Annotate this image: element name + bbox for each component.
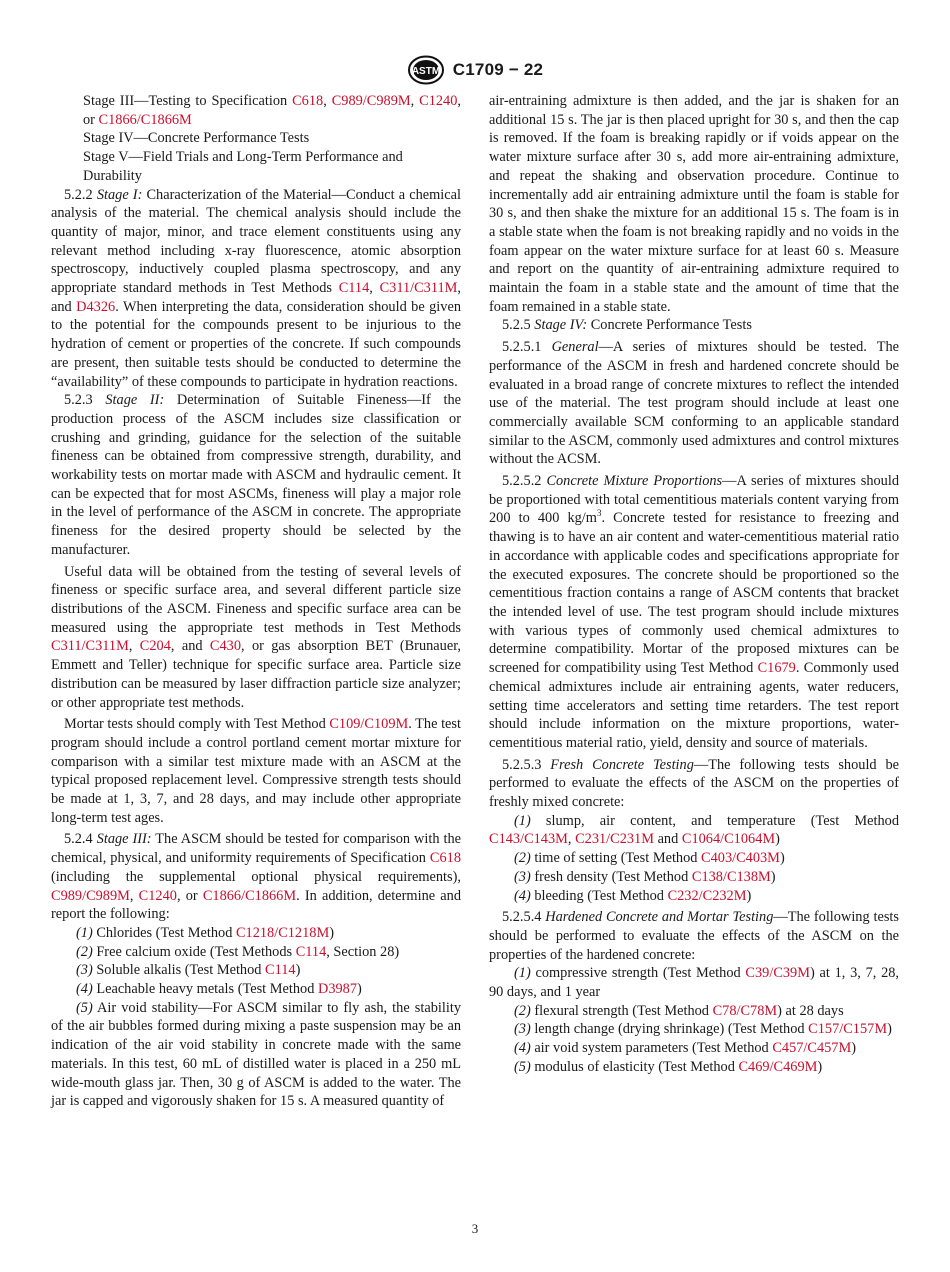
ref-link[interactable]: C114 — [338, 280, 370, 297]
list-item: (4) bleeding (Test Method C232/C232M) — [514, 887, 752, 904]
ref-link[interactable]: C311/C311M — [51, 638, 129, 655]
astm-logo-icon — [407, 55, 445, 85]
list-item: (4) Leachable heavy metals (Test Method D3987) — [76, 981, 362, 998]
ref-link[interactable]: C403/C403M — [701, 850, 780, 867]
list-item: (1) Chlorides (Test Method C1218/C1218M) — [76, 924, 334, 941]
ref-link[interactable]: C114 — [265, 962, 296, 979]
section-5-2-5-3: 5.2.5.3 Fresh Concrete Testing—The following tests should be performed to evaluate the effects of the ASCM on the properties of freshly mixed concrete: — [489, 756, 899, 811]
section-5-2-5-4: 5.2.5.4 Hardened Concrete and Mortar Testing—The following tests should be performed to evaluate the effects of the ASCM on the properties of the hardened concrete: — [489, 909, 899, 963]
page-number: 3 — [471, 1221, 479, 1236]
list-item: (2) Free calcium oxide (Test Methods C114, Section 28) — [76, 943, 400, 960]
ref-link[interactable]: C109/C109M — [329, 716, 409, 733]
stage-v-line: Stage V—Field Trials and Long-Term Performance and Durability — [83, 149, 403, 184]
list-item: (5) modulus of elasticity (Test Method C469/C469M) — [514, 1058, 823, 1075]
section-5-2-5: 5.2.5 Stage IV: Concrete Performance Tests — [502, 317, 752, 334]
ref-link[interactable]: C989/C989M — [51, 887, 130, 904]
ref-link[interactable]: C1866/C1866M — [98, 111, 192, 128]
list-item: (5) Air void stability—For ASCM similar to fly ash, the stability of the air bubbles formed during mixing a paste suspension may be an indication of the air void stability in concrete made with the same materials. In this test, 60 mL of distilled water is placed in a 250 mL wide-mouth glass jar. Then, 30 g of ASCM is added to the water. The jar is capped and vigorously shaken for 15 s. A measured quantity of — [51, 999, 461, 1110]
ref-link[interactable]: C618 — [292, 93, 324, 109]
ref-link[interactable]: C39/C39M — [745, 965, 810, 982]
ref-link[interactable]: C1866/C1866M — [202, 887, 297, 904]
ref-link[interactable]: C430 — [209, 638, 241, 655]
list-item: (1) compressive strength (Test Method C39/C39M) at 1, 3, 7, 28, 90 days, and 1 year — [489, 965, 899, 1001]
ref-link[interactable]: C232/C232M — [667, 887, 747, 904]
ref-link[interactable]: C1064/C1064M — [681, 831, 776, 848]
left-column — [51, 92, 461, 1111]
ref-link[interactable]: C78/C78M — [712, 1002, 778, 1019]
list-item: (2) time of setting (Test Method C403/C403M) — [514, 850, 785, 867]
list-item: (1) slump, air content, and temperature (Test Method C143/C143M, C231/C231M and C1064/C1064M) — [489, 812, 899, 848]
stage-iii-line: Stage III—Testing to Specification C618, C989/C989M, C1240, or C1866/C1866M — [83, 93, 461, 128]
ref-link[interactable]: C1679 — [757, 660, 796, 677]
ref-link[interactable]: C143/C143M — [489, 831, 568, 848]
ref-link[interactable]: D3987 — [317, 981, 358, 998]
mortar-tests-paragraph: Mortar tests should comply with Test Method C109/C109M. The test program should include a control portland cement mortar mixture for comparison with a similar test mixture made with an ASCM at the typical proposed replacement level. Compressive strength tests should be made at 1, 3, 7, and 28 days, and may include other appropriate long-term test ages. — [51, 716, 461, 826]
list-item: (3) Soluble alkalis (Test Method C114) — [76, 962, 301, 979]
list-item: (3) fresh density (Test Method C138/C138M) — [514, 868, 776, 885]
ref-link[interactable]: C1218/C1218M — [235, 924, 330, 941]
ref-link[interactable]: C311/C311M — [379, 280, 458, 297]
ref-link[interactable]: C231/C231M — [575, 831, 654, 848]
ref-link[interactable]: C204 — [139, 638, 171, 655]
ref-link[interactable]: C457/C457M — [772, 1040, 852, 1057]
useful-data-paragraph: Useful data will be obtained from the testing of several levels of fineness or specific surface area, and several different particle size distributions of the ASCM. Fineness and specific surface area can be measured using the appropriate test methods in Test Methods C311/C311M, C204, and C430, or gas absorption BET (Brunauer, Emmett and Teller) technique for specific surface area. Particle size distribution can be measured by laser diffraction particle size analyzer; or other appropriate test methods. — [51, 563, 461, 711]
ref-link[interactable]: C1240 — [419, 93, 458, 109]
ref-link[interactable]: D4326 — [76, 298, 116, 315]
stage-iv-line: Stage IV—Concrete Performance Tests — [83, 130, 310, 147]
ref-link[interactable]: C1240 — [138, 887, 177, 904]
ref-link[interactable]: C138/C138M — [691, 868, 771, 885]
right-column — [489, 92, 899, 1077]
page-header — [0, 54, 950, 86]
section-5-2-2: 5.2.2 Stage I: Characterization of the Material—Conduct a chemical analysis of the material. The chemical analysis should include the quantity of major, minor, and trace element constituents using any relevant method including x-ray fluorescence, atomic absorption spectroscopy, inductively coupled plasma spectroscopy, and any appropriate standard methods in Test Methods C114, C311/C311M, and D4326. When interpreting the data, consideration should be given to the potential for the compounds present to be injurious to the hydration of cement or properties of the concrete. If such compounds are present, then suitable tests should be conducted to determine the “availability” of these compounds to participate in hydration reactions. — [51, 186, 462, 390]
ref-link[interactable]: C114 — [295, 943, 327, 960]
section-5-2-5-2: 5.2.5.2 Concrete Mixture Proportions—A series of mixtures should be proportioned with total cementitious materials content varying from 200 to 400 $kg/m^3$. Concrete tested for resistance to freezing and thawing is to have an air content and water-cementitious material ratio in accordance with applicable codes and specifications appropriate for the executed exposures. The concrete should be proportioned so the cementitious fraction contains a range of ASCM contents that bracket the intended level of use. The test program should include mixtures with various types of commonly used chemical admixtures to determine compatibility. Mortar of the proposed mixtures can be screened for compatibility using Test Method C1679. Commonly used chemical admixtures include air entraining agents, water reducers, setting time accelerators and setting time retarders. The test report should include information on the mixture proportions, water-cementitious material ratio, yield, density and source of materials. — [489, 473, 900, 751]
list-item: (4) air void system parameters (Test Method C457/C457M) — [514, 1040, 857, 1057]
svg-text:ASTM: ASTM — [411, 66, 440, 77]
document-designation: C1709 − 22 — [452, 60, 544, 79]
ref-link[interactable]: C157/C157M — [808, 1021, 888, 1038]
section-5-2-4: 5.2.4 Stage III: The ASCM should be tested for comparison with the chemical, physical, and uniformity requirements of Specification C618 (including the supplemental optional physical requirements), C989/C989M, C1240, or C1866/C1866M. In addition, determine and report the following: — [51, 831, 462, 923]
air-void-continuation: air-entraining admixture is then added, and the jar is shaken for an additional 15 s. The jar is then placed upright for 30 s, and then the cap is removed. If the foam is breaking rapidly or if voids appear on the water mixture surface after 30 s, add more air-entraining admixture, and repeat the shaking and observation procedure. Continue to incrementally add air entraining admixture until the foam is stable for 30 s, and then shake the mixture for an additional 15 s. The foam is in a stable state when the foam is not breaking rapidly and no voids in the foam appear on the water mixture surface for at least 60 s. Measure and report on the quantity of air-entraining admixture required to maintain the foam in a stable state and the amount of time that the foam remained in a stable state. — [489, 93, 899, 315]
ref-link[interactable]: C989/C989M — [331, 93, 411, 109]
section-5-2-3: 5.2.3 Stage II: Determination of Suitable Fineness—If the production process of the ASCM includes size classification or crushing and grinding, guidance for the selection of the suitable fineness can be obtained from compressive strength, durability, and workability tests on mortar made with ASCM and hydraulic cement. It can be expected that for most ASCMs, fineness will play a major role in the level of performance of the ASCM in concrete. The appropriate fineness for the desired property should be selected by the manufacturer. — [51, 392, 461, 558]
ref-link[interactable]: C618 — [429, 850, 461, 867]
section-5-2-5-1: 5.2.5.1 General—A series of mixtures should be tested. The performance of the ASCM in fresh and hardened concrete should be evaluated in a broad range of concrete mixtures to reflect the intended use of the material. The test program should include at least one commercially available SCM conforming to an applicable standard similar to the ASCM, commonly used admixtures and control mixtures without the ACSM. — [489, 339, 899, 468]
ref-link[interactable]: C469/C469M — [738, 1058, 818, 1075]
list-item: (3) length change (drying shrinkage) (Test Method C157/C157M) — [514, 1021, 892, 1038]
list-item: (2) flexural strength (Test Method C78/C78M) at 28 days — [514, 1002, 844, 1019]
